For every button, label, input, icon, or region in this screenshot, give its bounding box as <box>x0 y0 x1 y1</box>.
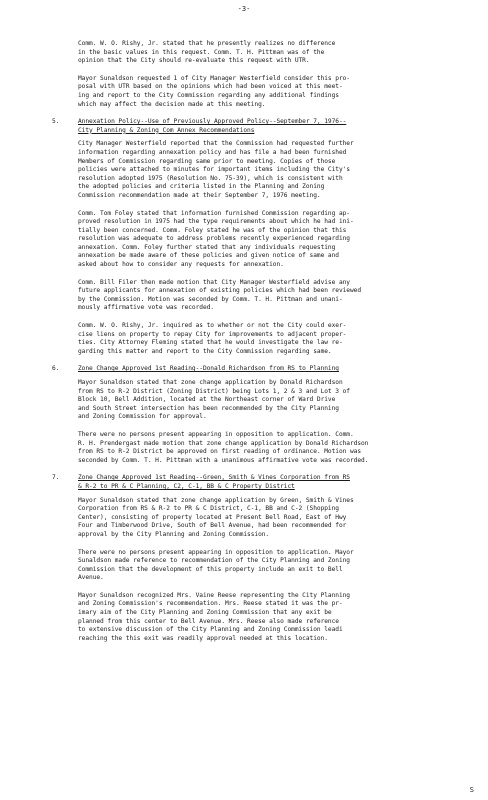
corner-mark: S <box>469 786 474 794</box>
agenda-item-7 <box>52 474 464 491</box>
paragraph: Mayor Sunaldson stated that zone change application by Green, Smith & Vines Corporation from RS & R-2 to PR & C District, C-1, BB and C-2 (Shopping Center), consisting of property located at Present Bell Road, East of Hwy Four and Timberwood Drive, South of Bell Avenue, had been recommended for approval by the City Planning and Zoning Commission. <box>78 496 354 538</box>
item-heading: Annexation Policy--Use of Previously Approved Policy--September 7, 1976-- City Planning & Zoning Com Annex Recommendations <box>78 118 347 134</box>
item-number: 7. <box>52 474 60 482</box>
item-number: 6. <box>52 365 60 373</box>
item-number: 5. <box>52 118 60 126</box>
paragraph: Mayor Sunaldson stated that zone change application by Donald Richardson from RS to R-2 District (Zoning District) being Lots 1, 2 & 3 and Lot 3 of Block 10, Bell Addition, located at the Northeast corner of Ward Drive and South Street intersection has been recommended by the City Planning and Zoning Commission for approval. <box>78 379 350 421</box>
paragraph: Mayor Sunaldson requested 1 of City Manager Westerfield consider this pro- posal with UTR based on the opinions which had been voiced at this meet- ing and report to the City Commission regarding any additional findings which may affect the decision made at this meeting. <box>78 74 350 108</box>
agenda-item-6 <box>52 365 464 374</box>
paragraph: There were no persons present appearing in opposition to application. Comm. R. H. Prendergast made motion that zone change application by Donald Richardson from RS to R-2 District be approved on first reading of ordinance. Motion was seconded by Comm. T. H. Pittman with a unanimous affirmative vote was recorded. <box>78 430 369 464</box>
page-number: -3- <box>237 5 251 13</box>
paragraph: Mayor Sunaldson recognized Mrs. Vaine Reese representing the City Planning and Zoning Commission's recommendation. Mrs. Reese stated it was the pr- imary aim of the City Planning and Zoning Commission that any exit be planned from this center to Bell Avenue. Mrs. Reese also made reference to extensive discussion of the City Planning and Zoning Commission leadi reaching the this exit was readily approval needed at this location. <box>78 591 350 642</box>
paragraph: City Manager Westerfield reported that the Commission had requested further information regarding annexation policy and has file a had been furnished Members of Commission regarding same prior to meeting. Copies of those policies were attached to minutes for important items including the City's resolution adopted 1975 (Resolution No. 75-39), which is consistent with the adopted policies and criteria listed in the Planning and Zoning Commission recommendation made at their September 7, 1976 meeting. <box>78 140 354 199</box>
paragraph: Comm. W. O. Rishy, Jr. stated that he presently realizes no difference in the basic values in this request. Comm. T. H. Pittman was of the opinion that the City should re-evaluate this request with UTR. <box>78 40 336 65</box>
paragraph: Comm. Bill Filer then made motion that City Manager Westerfield advise any future applicants for annexation of existing policies which had been reviewed by the Commission. Motion was seconded by Comm. T. H. Pittman and unani- mously affirmative vote was recorded. <box>78 278 361 312</box>
agenda-item-5 <box>52 118 464 135</box>
minutes-body <box>52 40 464 652</box>
paragraph: Comm. Tom Foley stated that information furnished Commission regarding ap- proved resolution in 1975 had the type requirements about which he had ini- tially been concerned. Comm. Foley stated he was of the opinion that this resolution was adequate to address problems recently experienced regarding annexation. Comm. Foley further stated that any individuals requesting annexation be made aware of these policies and given notice of same and asked about how to consider any requests for annexation. <box>78 209 354 269</box>
paragraph: There were no persons present appearing in opposition to application. Mayor Sunaldson made reference to recommendation of the City Planning and Zoning Commission that the development of this property include an exit to Bell Avenue. <box>78 548 354 582</box>
paragraph: Comm. W. O. Rishy, Jr. inquired as to whether or not the City could exer- cise liens on property to repay City for improvements to adjacent proper- ties. City Attorney Fleming stated that he would investigate the law re- garding this matter and report to the City Commission regarding same. <box>78 322 347 355</box>
item-heading: Zone Change Approved 1st Reading--Green, Smith & Vines Corporation from RS & R-2 to PR & C Planning, C2, C-1, BB & C Property District <box>78 474 350 490</box>
item-heading: Zone Change Approved 1st Reading--Donald Richardson from RS to Planning <box>78 365 339 373</box>
